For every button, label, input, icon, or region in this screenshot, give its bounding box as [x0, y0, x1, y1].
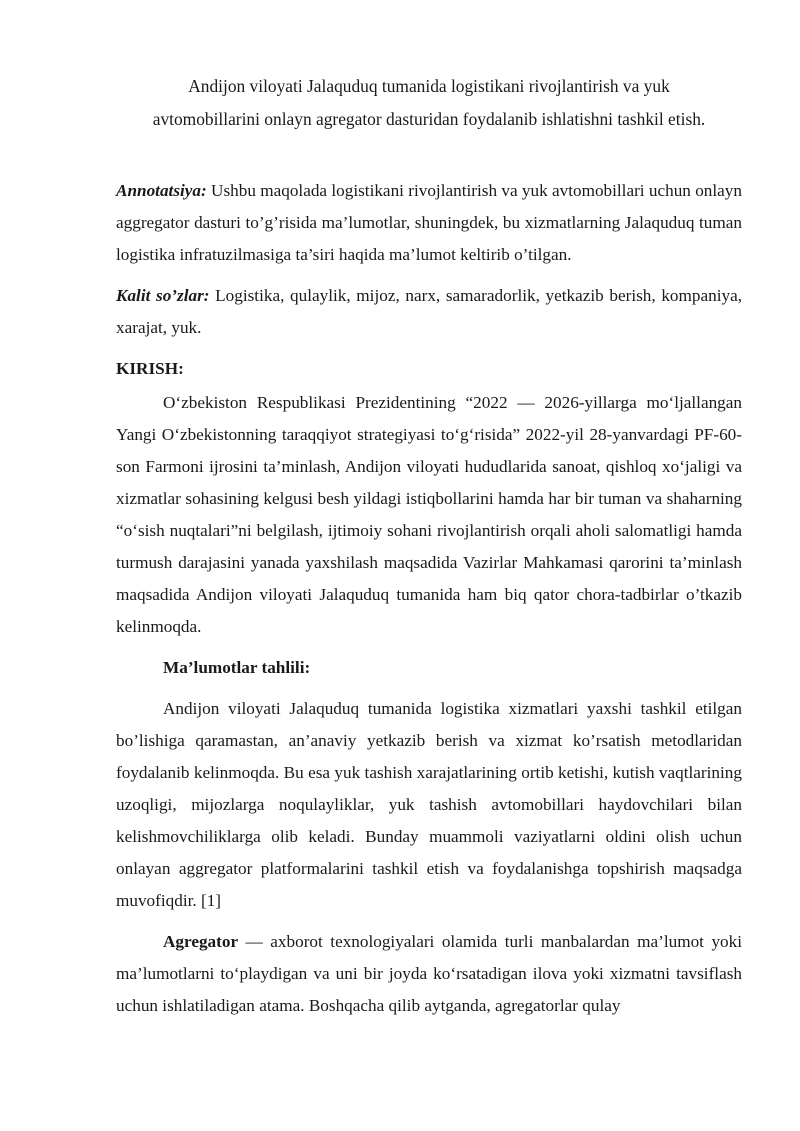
analysis-paragraph: Andijon viloyati Jalaquduq tumanida logistika xizmatlari yaxshi tashkil etilgan bo’lishiga qaramastan, an’anaviy yetkazib berish va xizmat ko’rsatish metodlaridan foydalanib kelinmoqda. Bu esa yuk tashish xarajatlarining ortib ketishi, kutish vaqtlarining uzoqligi, mijozlarga noqulayliklar, yuk tashish avtomobillari haydovchilari bilan kelishmovchiliklarga olib keladi. Bunday muammoli vaziyatlarni oldini olish uchun onlayan aggregator platformalarini tashkil etish va foydalanishga topshirish maqsadga muvofiqdir. [1]	[116, 699, 742, 910]
abstract-text: Ushbu maqolada logistikani rivojlantirish va yuk avtomobillari uchun onlayn aggregator dasturi to’g’risida ma’lumotlar, shuningdek, bu xizmatlarning Jalaquduq tuman logistika infratuzilmasiga ta’siri haqida ma’lumot keltirib o’tilgan.	[116, 181, 742, 264]
keywords-paragraph	[116, 280, 742, 344]
intro-heading: KIRISH:	[116, 359, 184, 378]
intro-paragraph: O‘zbekiston Respublikasi Prezidentining “2022 — 2026-yillarga mo‘ljallangan Yangi O‘zbekistonning taraqqiyot strategiyasi to‘g‘risida” 2022-yil 28-yanvardagi PF-60-son Farmoni ijrosini ta’minlash, Andijon viloyati hududlarida sanoat, qishloq xo‘jaligi va xizmatlar sohasining kelgusi besh yildagi istiqbollarini hamda har bir tuman va shaharning “o‘sish nuqtalari”ni belgilash, ijtimoiy sohani rivojlantirish orqali aholi salomatligi hamda turmush darajasini yanada yaxshilash maqsadida Vazirlar Mahkamasi qarorini ta’minlash maqsadida Andijon viloyati Jalaquduq tumanida ham biq qator chora-tadbirlar o’tkazib kelinmoqda.	[116, 393, 742, 636]
abstract-paragraph	[116, 175, 742, 271]
document-page	[116, 70, 742, 1022]
aggregator-paragraph	[116, 926, 742, 1022]
aggregator-text: — axborot texnologiyalari olamida turli manbalardan ma’lumot yoki ma’lumotlarni to‘playdigan va uni bir joyda ko‘rsatadigan ilova yoki xizmatni tavsiflash uchun ishlatiladigan atama. Boshqacha qilib aytganda, agregatorlar qulay	[116, 932, 742, 1015]
abstract-label: Annotatsiya:	[116, 181, 207, 200]
title-line-1: Andijon viloyati Jalaquduq tumanida logistikani rivojlantirish va yuk	[188, 76, 670, 96]
keywords-label: Kalit so’zlar:	[116, 286, 210, 305]
aggregator-term: Agregator	[163, 932, 239, 951]
document-title	[116, 70, 742, 136]
analysis-heading: Ma’lumotlar tahlili:	[163, 658, 311, 677]
keywords-text: Logistika, qulaylik, mijoz, narx, samaradorlik, yetkazib berish, kompaniya, xarajat, yuk.	[116, 286, 743, 337]
title-line-2: avtomobillarini onlayn agregator dasturidan foydalanib ishlatishni tashkil etish.	[152, 109, 706, 129]
